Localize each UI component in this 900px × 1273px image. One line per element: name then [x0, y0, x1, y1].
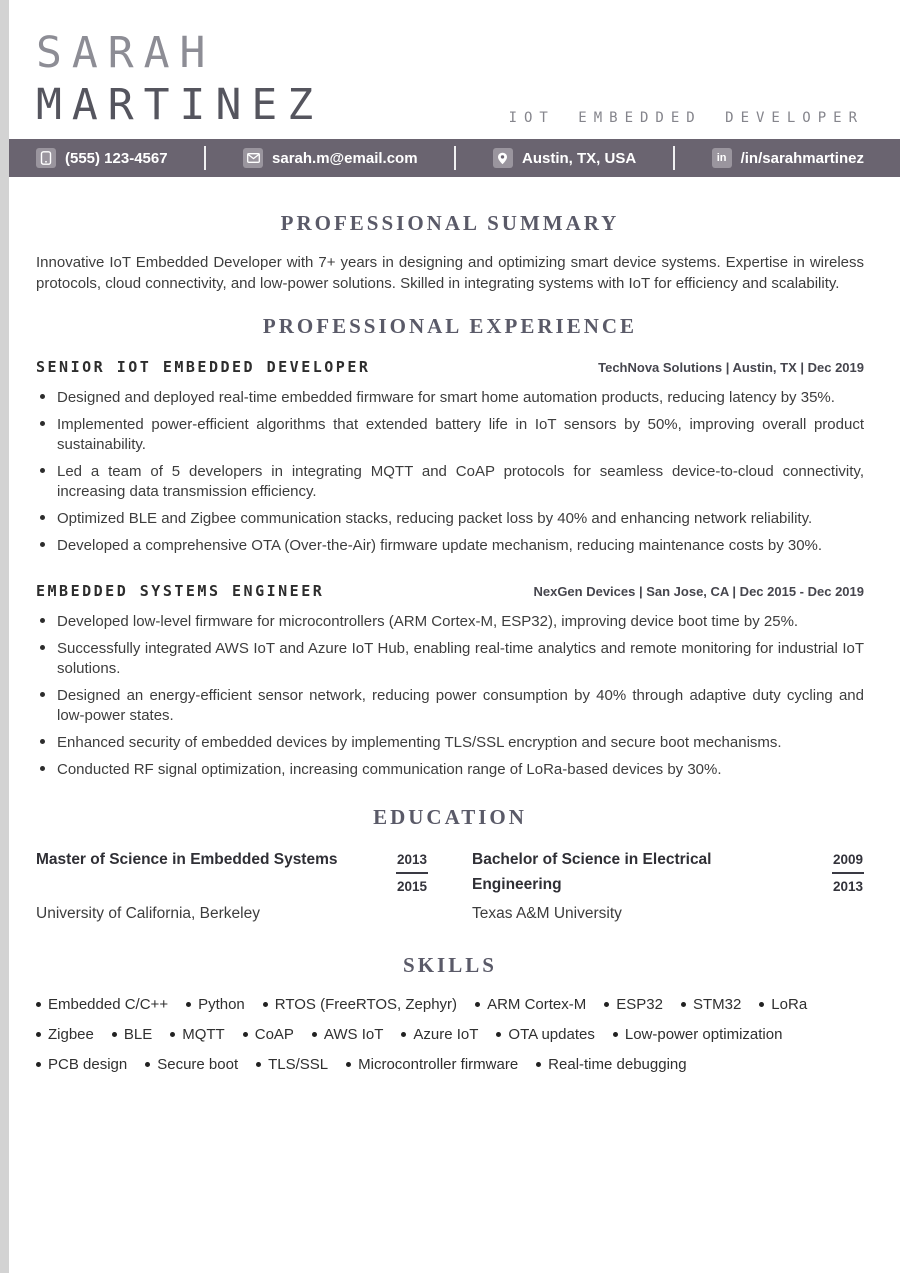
- bullet-item: [36, 509, 864, 529]
- separator: [454, 146, 456, 170]
- skill-label: MQTT: [182, 1026, 225, 1043]
- degree-dates: [396, 847, 428, 899]
- contact-linkedin[interactable]: [712, 148, 864, 168]
- job-title-subtitle: IOT EMBEDDED DEVELOPER: [508, 110, 864, 126]
- summary-text: Innovative IoT Embedded Developer with 7+ years in designing and optimizing smart device systems. Expertise in wireless protocols, cloud connectivity, and low-power solutions. Skilled in integrating systems with IoT for efficiency and scalability.: [36, 254, 864, 292]
- bullet-dot-icon: [40, 618, 45, 623]
- candidate-name: [36, 27, 323, 131]
- bullet-item: [36, 639, 864, 679]
- last-name: MARTINEZ: [36, 80, 324, 130]
- bullet-dot-icon: [170, 1032, 175, 1037]
- degree-name: Master of Science in Embedded Systems: [36, 851, 338, 868]
- school-name: University of California, Berkeley: [36, 905, 260, 922]
- skill-item: [346, 1056, 518, 1073]
- job-bullet-list: [36, 388, 864, 556]
- skill-item: [536, 1056, 686, 1073]
- linkedin-icon: in: [712, 148, 732, 168]
- skill-label: ESP32: [616, 996, 663, 1013]
- bullet-dot-icon: [604, 1002, 609, 1007]
- end-year: 2015: [396, 879, 427, 894]
- bullet-dot-icon: [681, 1002, 686, 1007]
- education-entry: [36, 847, 428, 926]
- bullet-dot-icon: [145, 1062, 150, 1067]
- school-name: Texas A&M University: [472, 905, 622, 922]
- skill-label: OTA updates: [508, 1026, 595, 1043]
- skills-row: [36, 1056, 864, 1073]
- summary-heading: PROFESSIONAL SUMMARY: [280, 211, 620, 235]
- job-entry: [36, 582, 864, 780]
- bullet-text: Designed an energy-efficient sensor network, reducing power consumption by 40% through adaptive duty cycling and low-power states.: [57, 687, 864, 724]
- degree-name: Bachelor of Science in Electrical Engineering: [472, 851, 712, 893]
- job-header: [36, 358, 864, 376]
- skills-heading: SKILLS: [403, 953, 497, 977]
- phone-text: (555) 123-4567: [65, 149, 168, 167]
- bullet-dot-icon: [40, 739, 45, 744]
- location-text: Austin, TX, USA: [521, 149, 637, 167]
- bullet-dot-icon: [40, 421, 45, 426]
- resume-header: [0, 0, 900, 177]
- skill-label: Zigbee: [48, 1026, 94, 1043]
- skill-item: [36, 1026, 94, 1043]
- skill-item: [145, 1056, 238, 1073]
- bullet-dot-icon: [401, 1032, 406, 1037]
- skill-label: TLS/SSL: [268, 1056, 329, 1073]
- start-year: 2009: [832, 847, 864, 874]
- bullet-item: [36, 686, 864, 726]
- bullet-dot-icon: [36, 1002, 41, 1007]
- location-icon: [493, 148, 513, 168]
- bullet-item: [36, 415, 864, 455]
- bullet-dot-icon: [243, 1032, 248, 1037]
- bullet-dot-icon: [36, 1062, 41, 1067]
- skill-item: [170, 1026, 225, 1043]
- job-header: [36, 582, 864, 600]
- skill-label: CoAP: [254, 1026, 294, 1043]
- skill-item: [312, 1026, 383, 1043]
- bullet-item: [36, 536, 864, 556]
- skill-label: ARM Cortex-M: [487, 996, 587, 1013]
- bullet-dot-icon: [496, 1032, 501, 1037]
- skills-row: [36, 996, 864, 1013]
- skill-item: [36, 1056, 127, 1073]
- first-name: SARAH: [36, 28, 216, 78]
- degree-dates: [832, 847, 864, 899]
- skill-label: Secure boot: [157, 1056, 239, 1073]
- skill-label: Azure IoT: [413, 1026, 479, 1043]
- linkedin-text: /in/sarahmartinez: [740, 149, 864, 167]
- experience-heading: PROFESSIONAL EXPERIENCE: [262, 314, 638, 338]
- bullet-text: Enhanced security of embedded devices by implementing TLS/SSL encryption and secure boot mechanisms.: [57, 734, 782, 751]
- skill-label: BLE: [123, 1026, 153, 1043]
- bullet-dot-icon: [36, 1032, 41, 1037]
- bullet-dot-icon: [112, 1032, 117, 1037]
- bullet-dot-icon: [40, 515, 45, 520]
- bullet-dot-icon: [40, 542, 45, 547]
- bullet-dot-icon: [759, 1002, 764, 1007]
- skill-item: [759, 996, 807, 1013]
- page-edge-strip: [0, 0, 9, 1273]
- bullet-dot-icon: [40, 692, 45, 697]
- bullet-text: Developed a comprehensive OTA (Over-the-Air) firmware update mechanism, reducing maintenance costs by 30%.: [57, 537, 823, 554]
- skill-item: [186, 996, 245, 1013]
- skill-item: [263, 996, 457, 1013]
- bullet-item: [36, 388, 864, 408]
- bullet-item: [36, 760, 864, 780]
- skill-item: [36, 996, 168, 1013]
- skill-item: [613, 1026, 783, 1043]
- bullet-dot-icon: [40, 645, 45, 650]
- skill-label: Real-time debugging: [548, 1056, 687, 1073]
- bullet-item: [36, 733, 864, 753]
- job-bullet-list: [36, 612, 864, 780]
- bullet-text: Developed low-level firmware for microcontrollers (ARM Cortex-M, ESP32), improving device boot time by 25%.: [57, 613, 799, 630]
- skill-label: RTOS (FreeRTOS, Zephyr): [274, 996, 458, 1013]
- bullet-dot-icon: [40, 766, 45, 771]
- skill-item: [681, 996, 741, 1013]
- skill-label: Low-power optimization: [624, 1026, 783, 1043]
- bullet-dot-icon: [613, 1032, 618, 1037]
- skill-item: [256, 1056, 328, 1073]
- skill-label: PCB design: [48, 1056, 128, 1073]
- bullet-dot-icon: [475, 1002, 480, 1007]
- bullet-dot-icon: [312, 1032, 317, 1037]
- job-meta: NexGen Devices | San Jose, CA | Dec 2015 - Dec 2019: [533, 584, 864, 599]
- skill-label: LoRa: [771, 996, 808, 1013]
- skill-item: [604, 996, 663, 1013]
- job-meta: TechNova Solutions | Austin, TX | Dec 2019: [598, 360, 864, 375]
- skill-item: [475, 996, 586, 1013]
- skill-label: Python: [198, 996, 245, 1013]
- resume-body: [0, 210, 900, 1073]
- bullet-dot-icon: [263, 1002, 268, 1007]
- education-grid: [36, 847, 864, 926]
- email-text: sarah.m@email.com: [272, 149, 418, 167]
- bullet-text: Designed and deployed real-time embedded firmware for smart home automation products, reducing latency by 35%.: [57, 389, 835, 406]
- bullet-text: Successfully integrated AWS IoT and Azure IoT Hub, enabling real-time analytics and remote monitoring for industrial IoT solutions.: [57, 640, 864, 677]
- skills-row: [36, 1026, 864, 1043]
- skill-item: [496, 1026, 594, 1043]
- job-title: SENIOR IOT EMBEDDED DEVELOPER: [36, 358, 371, 376]
- bullet-dot-icon: [186, 1002, 191, 1007]
- bullet-dot-icon: [40, 468, 45, 473]
- skill-label: AWS IoT: [323, 1026, 384, 1043]
- job-title: EMBEDDED SYSTEMS ENGINEER: [36, 582, 325, 600]
- contact-phone[interactable]: [36, 148, 168, 168]
- education-heading: EDUCATION: [373, 805, 527, 829]
- start-year: 2013: [396, 847, 428, 874]
- skill-item: [243, 1026, 294, 1043]
- education-entry: [472, 847, 864, 926]
- skill-label: Embedded C/C++: [48, 996, 169, 1013]
- skill-label: STM32: [692, 996, 742, 1013]
- bullet-text: Led a team of 5 developers in integrating MQTT and CoAP protocols for seamless device-to-cloud connectivity, increasing data transmission efficiency.: [57, 463, 864, 500]
- contact-email[interactable]: [243, 148, 418, 168]
- bullet-dot-icon: [256, 1062, 261, 1067]
- end-year: 2013: [832, 879, 863, 894]
- separator: [673, 146, 675, 170]
- bullet-item: [36, 462, 864, 502]
- bullet-item: [36, 612, 864, 632]
- skill-label: Microcontroller firmware: [358, 1056, 519, 1073]
- bullet-dot-icon: [346, 1062, 351, 1067]
- bullet-text: Implemented power-efficient algorithms that extended battery life in IoT sensors by 50%, improving overall product sustainability.: [57, 416, 864, 453]
- email-icon: [243, 148, 263, 168]
- contact-location[interactable]: [493, 148, 636, 168]
- separator: [204, 146, 206, 170]
- bullet-text: Optimized BLE and Zigbee communication stacks, reducing packet loss by 40% and enhancing network reliability.: [57, 510, 813, 527]
- contact-bar: [0, 139, 900, 177]
- skill-item: [401, 1026, 478, 1043]
- bullet-dot-icon: [40, 394, 45, 399]
- phone-icon: [36, 148, 56, 168]
- job-entry: [36, 358, 864, 556]
- bullet-dot-icon: [536, 1062, 541, 1067]
- skill-item: [112, 1026, 152, 1043]
- bullet-text: Conducted RF signal optimization, increasing communication range of LoRa-based devices by 30%.: [57, 761, 722, 778]
